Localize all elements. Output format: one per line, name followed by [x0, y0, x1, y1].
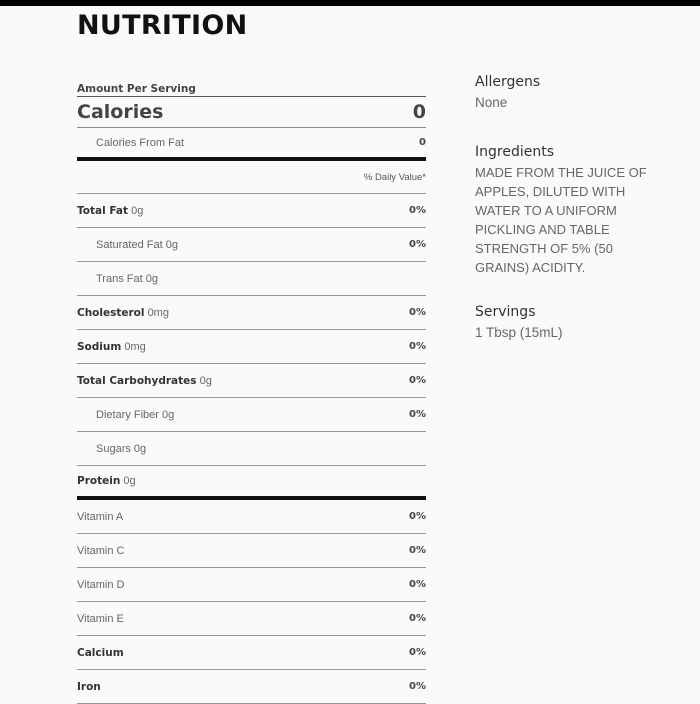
- nutrient-pct: 0%: [409, 341, 426, 352]
- nutrient-label: Total Carbohydrates: [77, 374, 197, 387]
- vitamin-label: Vitamin D: [77, 578, 125, 591]
- ingredients-line: GRAINS) ACIDITY.: [475, 260, 586, 275]
- nutrient-row-saturated-fat: [77, 228, 426, 262]
- nutrient-row-total-carbohydrates: [77, 364, 426, 398]
- nutrient-pct: 0%: [409, 239, 426, 250]
- nutrient-label: Total Fat: [77, 204, 129, 217]
- nutrient-amount: 0g: [133, 442, 147, 455]
- vitamin-label: Vitamin E: [77, 612, 124, 625]
- calories-from-fat-value: 0: [419, 137, 426, 148]
- nutrient-amount: 0g: [165, 238, 178, 251]
- vitamin-pct: 0%: [409, 511, 426, 522]
- nutrient-amount: 0g: [199, 374, 212, 387]
- servings-heading: Servings: [475, 304, 536, 320]
- nutrient-amount: 0g: [131, 204, 144, 217]
- ingredients-line: WATER TO A UNIFORM: [475, 203, 617, 218]
- vitamin-row-c: [77, 534, 426, 568]
- nutrient-pct: 0%: [409, 205, 426, 216]
- nutrient-row-protein: [77, 466, 426, 500]
- calories-value: 0: [412, 101, 426, 123]
- vitamin-label: Vitamin C: [77, 544, 125, 557]
- daily-value-header: % Daily Value*: [363, 171, 426, 183]
- ingredients-line: STRENGTH OF 5% (50: [475, 241, 613, 256]
- vitamin-pct: 0%: [409, 545, 426, 556]
- ingredients-text: [475, 163, 685, 277]
- nutrient-label: Sodium: [77, 340, 122, 353]
- vitamin-row-d: [77, 568, 426, 602]
- calories-row: [77, 97, 426, 128]
- nutrient-amount: 0mg: [147, 306, 169, 319]
- vitamin-row-a: [77, 500, 426, 534]
- allergens-heading: Allergens: [475, 74, 541, 90]
- page-title: NUTRITION: [77, 10, 248, 41]
- vitamin-row-e: [77, 602, 426, 636]
- nutrient-pct: 0%: [409, 409, 426, 420]
- nutrient-row-sugars: [77, 432, 426, 466]
- servings-value: 1 Tbsp (15mL): [475, 325, 563, 340]
- nutrient-row-cholesterol: [77, 296, 426, 330]
- nutrient-row-trans-fat: [77, 262, 426, 296]
- nutrient-label: Saturated Fat: [96, 238, 163, 251]
- ingredients-line: PICKLING AND TABLE: [475, 222, 610, 237]
- ingredients-section: [475, 144, 685, 277]
- amount-per-serving-label: Amount Per Serving: [77, 82, 426, 97]
- calories-label: Calories: [77, 101, 164, 123]
- nutrient-label: Trans Fat: [96, 272, 143, 285]
- nutrient-amount: 0mg: [124, 340, 146, 353]
- nutrient-label: Protein: [77, 475, 121, 487]
- daily-value-header-row: [77, 161, 426, 194]
- calories-from-fat-row: [77, 128, 426, 161]
- mineral-pct: 0%: [409, 647, 426, 658]
- nutrient-amount: 0g: [145, 272, 158, 285]
- nutrition-facts-table: [77, 82, 426, 704]
- allergens-section: [475, 74, 685, 112]
- servings-section: [475, 304, 685, 342]
- nutrient-row-sodium: [77, 330, 426, 364]
- nutrient-pct: 0%: [409, 375, 426, 386]
- mineral-row-calcium: [77, 636, 426, 670]
- vitamin-pct: 0%: [409, 579, 426, 590]
- nutrient-amount: 0g: [123, 475, 136, 487]
- vitamin-pct: 0%: [409, 613, 426, 624]
- nutrient-row-dietary-fiber: [77, 398, 426, 432]
- ingredients-line: MADE FROM THE JUICE OF: [475, 165, 647, 180]
- top-bar: [0, 0, 700, 6]
- ingredients-line: APPLES, DILUTED WITH: [475, 184, 626, 199]
- calories-from-fat-label: Calories From Fat: [96, 136, 185, 149]
- allergens-value: None: [475, 95, 508, 110]
- ingredients-heading: Ingredients: [475, 144, 554, 160]
- mineral-label: Iron: [77, 680, 101, 693]
- nutrient-row-total-fat: [77, 194, 426, 228]
- nutrient-label: Dietary Fiber: [96, 408, 159, 421]
- mineral-row-iron: [77, 670, 426, 704]
- mineral-pct: 0%: [409, 681, 426, 692]
- vitamin-label: Vitamin A: [77, 510, 124, 523]
- mineral-label: Calcium: [77, 646, 124, 659]
- nutrient-label: Sugars: [96, 442, 131, 455]
- nutrient-amount: 0g: [162, 408, 175, 421]
- nutrient-label: Cholesterol: [77, 306, 145, 319]
- nutrient-pct: 0%: [409, 307, 426, 318]
